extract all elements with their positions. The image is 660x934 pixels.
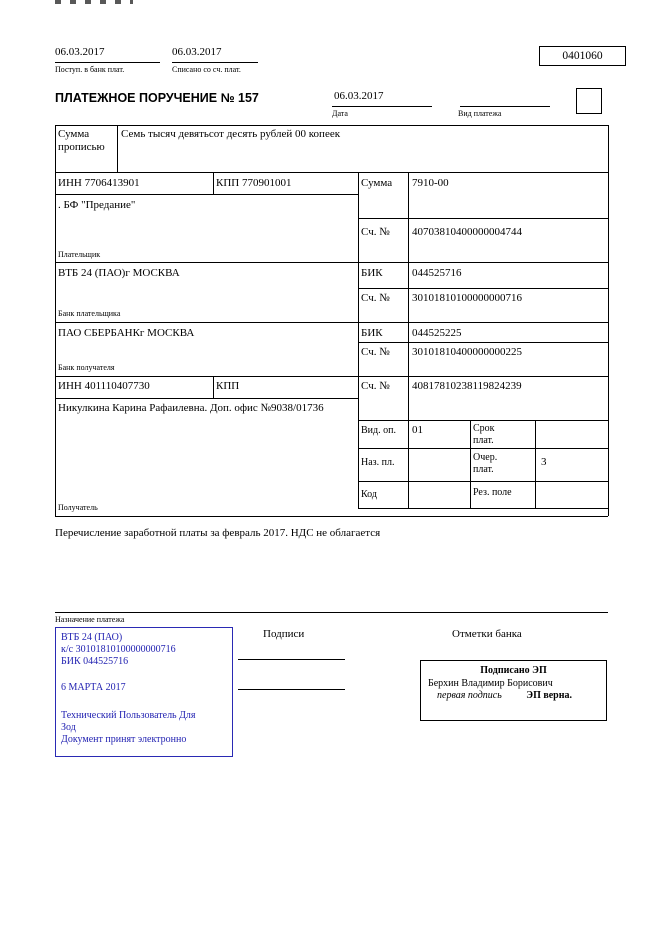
payee-bank-bik-label: БИК [361,327,383,339]
pay-term-label: Срок плат. [473,423,495,446]
table-border [55,262,608,263]
stamp-user: Технический Пользователь Для Зод [61,710,196,733]
table-border [55,516,608,517]
received-date-underline [55,62,160,63]
table-border [55,172,608,173]
received-date: 06.03.2017 [55,46,105,58]
document-date: 06.03.2017 [334,90,384,102]
electronic-signature-stamp [420,660,607,721]
stamp-date: 6 МАРТА 2017 [61,682,126,693]
ep-verified: ЭП верна. [526,690,573,701]
payer-bank-section-label: Банк плательщика [58,309,121,318]
payer-bank-account-label: Сч. № [361,292,390,304]
table-border [55,612,608,613]
payee-bank-account: 30101810400000000225 [412,346,522,358]
payee-bank-bik: 044525225 [412,327,462,339]
payment-type-box [576,88,602,114]
payee-name: Никулкина Карина Рафаилевна. Доп. офис №9038/01736 [58,402,324,414]
table-border [358,218,608,219]
bank-marks-label: Отметки банка [452,628,522,640]
table-border [358,342,608,343]
debited-date-underline [172,62,258,63]
table-border [117,125,118,172]
table-border [55,125,56,516]
payee-bank-section-label: Банк получателя [58,363,115,372]
op-type-label: Вид. оп. [361,425,396,436]
payer-bank-account: 30101810100000000716 [412,292,522,304]
payment-type-label: Вид платежа [458,109,502,118]
table-border [55,322,608,323]
debited-date: 06.03.2017 [172,46,222,58]
payment-purpose-text: Перечисление заработной платы за февраль 2017. НДС не облагается [55,527,381,539]
payee-section-label: Получатель [58,503,98,512]
ep-title: Подписано ЭП [480,665,547,676]
payee-account-label: Сч. № [361,380,390,392]
order-value: 3 [541,456,547,468]
payee-account: 40817810238119824239 [412,380,522,392]
amount-in-words: Семь тысяч девятьсот десять рублей 00 копеек [121,128,341,140]
table-border [358,508,608,509]
payer-bank-bik: 044525716 [412,267,462,279]
table-border [358,172,359,508]
document-title: ПЛАТЕЖНОЕ ПОРУЧЕНИЕ № 157 [55,91,259,105]
table-border [358,420,608,421]
table-border [535,420,536,508]
table-border [408,172,409,508]
table-border [213,172,214,194]
op-type-value: 01 [412,424,423,436]
payer-bank-bik-label: БИК [361,267,383,279]
debited-date-label: Списано со сч. плат. [172,65,241,74]
payer-section-label: Плательщик [58,250,101,259]
signatures-label: Подписи [263,628,305,640]
bank-acceptance-stamp [55,627,233,757]
payee-bank-account-label: Сч. № [361,346,390,358]
table-border [213,376,214,398]
table-border [358,448,608,449]
stamp-corr-account: к/с 30101810100000000716 [61,644,176,655]
table-border [55,125,608,126]
payer-name: . БФ "Предание" [58,199,136,211]
payee-kpp-label: КПП [216,380,240,392]
reserve-field-label: Рез. поле [473,487,512,498]
table-border [358,288,608,289]
signature-line [238,689,345,690]
sum-value: 7910-00 [412,177,449,189]
table-border [55,376,608,377]
ep-signature-type: первая подпись [437,690,502,701]
stamp-bik: БИК 044525716 [61,656,129,667]
sum-label: Сумма [361,177,393,189]
ep-signer: Берхин Владимир Борисович [428,678,553,689]
document-date-label: Дата [332,109,348,118]
payer-inn: ИНН 7706413901 [58,177,140,189]
code-label: Код [361,489,377,500]
payee-bank-name: ПАО СБЕРБАНКг МОСКВА [58,327,195,339]
form-code-box: 0401060 [539,46,626,66]
payer-account-label: Сч. № [361,226,390,238]
payer-account: 40703810400000004744 [412,226,522,238]
table-border [470,420,471,508]
document-date-underline [332,106,432,107]
payment-purpose-label: Назначение платежа [55,615,125,624]
payee-inn: ИНН 401110407730 [58,380,150,392]
payer-kpp: КПП 770901001 [216,177,292,189]
amount-in-words-label: Сумма прописью [58,128,105,154]
table-border [608,125,609,516]
signature-line [238,659,345,660]
payer-bank-name: ВТБ 24 (ПАО)г МОСКВА [58,267,180,279]
table-border [55,398,358,399]
purpose-code-label: Наз. пл. [361,457,395,468]
received-date-label: Поступ. в банк плат. [55,65,125,74]
order-label: Очер. плат. [473,452,498,475]
stamp-status: Документ принят электронно [61,734,187,745]
table-border [358,481,608,482]
table-border [55,194,358,195]
payment-type-underline [460,106,550,107]
stamp-bank-name: ВТБ 24 (ПАО) [61,632,123,643]
scan-crop-artifact [55,0,133,4]
